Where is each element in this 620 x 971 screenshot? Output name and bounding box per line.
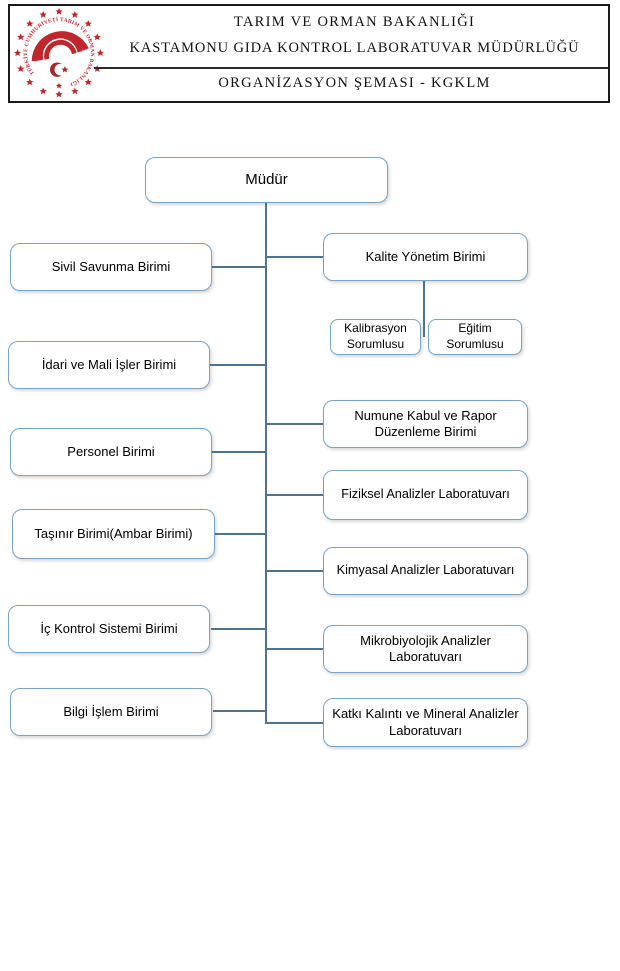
- org-node-ic-kontrol: [8, 605, 210, 653]
- connector-left-ickontrol: [211, 628, 265, 630]
- org-node-egitim-sorumlusu: [428, 319, 522, 355]
- org-node-sivil-savunma: [10, 243, 212, 291]
- connector-left-bilgi: [213, 710, 265, 712]
- org-node-mudur: [145, 157, 388, 203]
- seal-circular-text: TÜRKİYE CUMHURİYETİ TARIM VE ORMAN BAKANLIĞI: [23, 17, 95, 87]
- org-node-label: Müdür: [245, 170, 288, 188]
- org-node-mikrobiyolojik-lab: [323, 625, 528, 673]
- connector-left-tasinir: [215, 533, 265, 535]
- org-node-kalibrasyon-sorumlusu: [330, 319, 421, 355]
- org-node-kimyasal-lab: [323, 547, 528, 595]
- connector-left-sivil: [212, 266, 265, 268]
- header-title-line1: TARIM VE ORMAN BAKANLIĞI: [233, 14, 476, 30]
- org-node-label: Personel Birimi: [67, 443, 155, 459]
- org-node-idari-mali: [8, 341, 210, 389]
- org-node-label: Kimyasal Analizler Laboratuvarı: [336, 563, 515, 578]
- seal-arcs-emblem: [35, 34, 86, 61]
- connector-right-kimyasal: [267, 570, 323, 572]
- header-title-line2: KASTAMONU GIDA KONTROL LABORATUVAR MÜDÜRLÜĞÜ: [129, 40, 580, 56]
- org-node-label: Sivil Savunma Birimi: [51, 258, 171, 274]
- org-node-label: Fiziksel Analizler Laboratuvarı: [341, 487, 510, 502]
- header: [8, 4, 610, 103]
- seal-bottom-star: [56, 83, 62, 89]
- org-node-label: Kalibrasyon Sorumlusu: [344, 321, 407, 351]
- connector-right-katki: [267, 722, 323, 724]
- org-node-bilgi-islem: [10, 688, 212, 736]
- org-node-label: Katkı Kalıntı ve Mineral Analizler Laboratuvarı: [332, 706, 519, 738]
- connector-left-personel: [212, 451, 265, 453]
- org-node-label: Kalite Yönetim Birimi: [365, 248, 486, 264]
- connector-left-idari: [210, 364, 265, 366]
- org-node-tasinir: [12, 509, 215, 559]
- org-node-label: Bilgi İşlem Birimi: [63, 703, 159, 719]
- connector-right-numune: [267, 423, 323, 425]
- org-node-label: Numune Kabul ve Rapor Düzenleme Birimi: [354, 407, 497, 439]
- org-node-label: Mikrobiyolojik Analizler Laboratuvarı: [360, 632, 491, 664]
- org-node-label: İdari ve Mali İşler Birimi: [41, 356, 177, 372]
- seal-crescent-star-icon: [50, 62, 68, 76]
- org-node-kalite-yonetim: [323, 233, 528, 281]
- ministry-seal-logo: [14, 8, 104, 98]
- connector-trunk: [265, 203, 267, 724]
- header-title-line3: ORGANİZASYON ŞEMASI - KGKLM: [218, 75, 491, 91]
- connector-kalite-children: [423, 281, 425, 337]
- org-node-personel: [10, 428, 212, 476]
- org-node-fiziksel-lab: [323, 470, 528, 520]
- connector-right-fiziksel: [267, 494, 323, 496]
- header-divider: [94, 67, 608, 69]
- org-node-katki-kalinti-lab: [323, 698, 528, 747]
- connector-right-mikrobiyolojik: [267, 648, 323, 650]
- connector-right-kalite: [267, 256, 323, 258]
- org-node-label: İç Kontrol Sistemi Birimi: [40, 620, 178, 636]
- org-node-label: Eğitim Sorumlusu: [446, 321, 504, 351]
- org-node-numune-kabul: [323, 400, 528, 448]
- org-node-label: Taşınır Birimi(Ambar Birimi): [34, 525, 193, 541]
